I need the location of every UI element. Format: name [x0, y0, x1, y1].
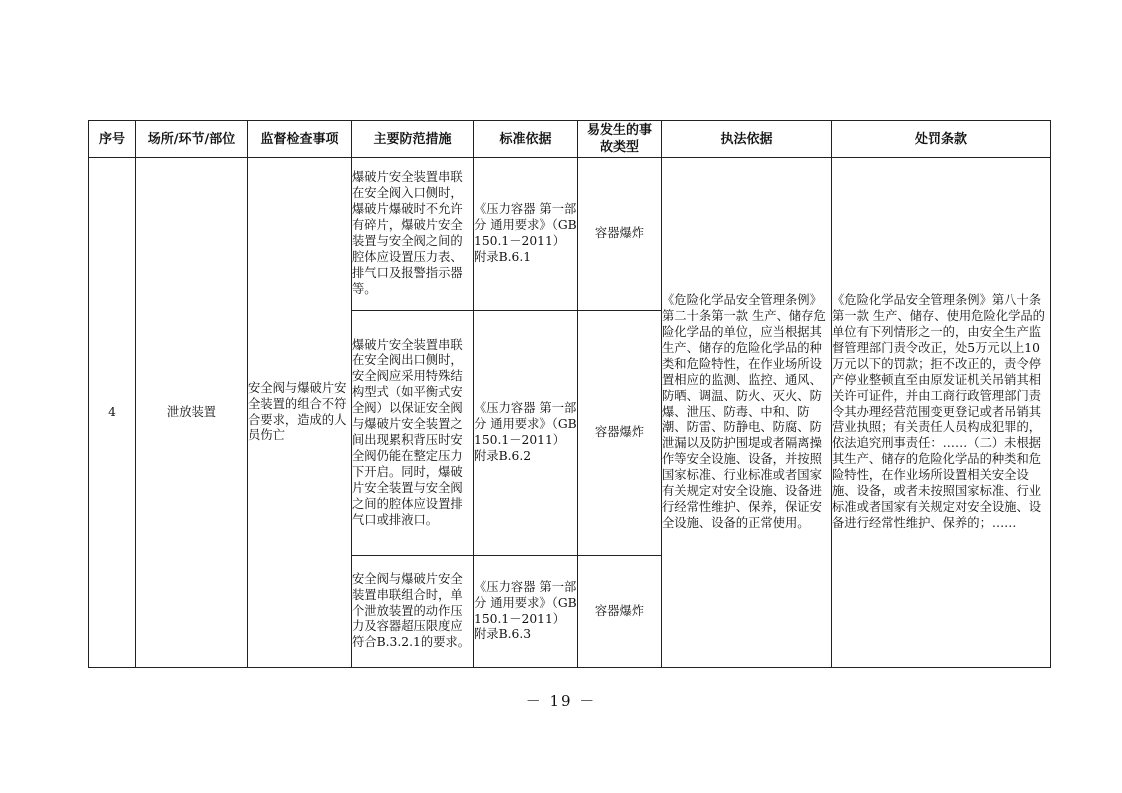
- row-law: 《危险化学品安全管理条例》第二十条第一款 生产、储存危险化学品的单位，应当根据其生产、储存的危险化学品的种类和危险特性，在作业场所设置相应的监测、监控、通风、防晒、调温、防火、灭火、防爆、泄压、防毒、中和、防潮、防雷、防静电、防腐、防泄漏以及防护围堤或者隔离操作等安全设施、设备，并按照国家标准、行业标准或者国家有关规定对安全设施、设备进行经常性维护、保养，保证安全设施、设备的正常使用。: [662, 158, 832, 668]
- header-place: 场所/环节/部位: [136, 121, 248, 158]
- row-item: 安全阀与爆破片安全装置的组合不符合要求，造成的人员伤亡: [248, 158, 352, 668]
- row-seq: 4: [89, 158, 136, 668]
- header-seq: 序号: [89, 121, 136, 158]
- row-place: 泄放装置: [136, 158, 248, 668]
- header-standard: 标准依据: [474, 121, 578, 158]
- standard-cell: 《压力容器 第一部分 通用要求》（GB 150.1－2011）附录B.6.2: [474, 311, 578, 556]
- measure-cell: 安全阀与爆破片安全装置串联组合时，单个泄放装置的动作压力及容器超压限度应符合B.3.2.1的要求。: [352, 556, 474, 668]
- header-penalty: 处罚条款: [832, 121, 1051, 158]
- measure-cell: 爆破片安全装置串联在安全阀入口侧时，爆破片爆破时不允许有碎片，爆破片安全装置与安全阀之间的腔体应设置压力表、排气口及报警指示器等。: [352, 158, 474, 311]
- header-row: [89, 121, 1051, 158]
- page-number: － 19 －: [525, 692, 597, 710]
- header-measure: 主要防范措施: [352, 121, 474, 158]
- measure-cell: 爆破片安全装置串联在安全阀出口侧时，安全阀应采用特殊结构型式（如平衡式安全阀）以保证安全阀与爆破片安全装置之间出现累积背压时安全阀仍能在整定压力下开启。同时，爆破片安全装置与安全阀之间的腔体应设置排气口或排液口。: [352, 311, 474, 556]
- header-item: 监督检查事项: [248, 121, 352, 158]
- table-row: [89, 158, 1051, 311]
- standard-cell: 《压力容器 第一部分 通用要求》（GB 150.1－2011）附录B.6.3: [474, 556, 578, 668]
- accident-cell: 容器爆炸: [578, 311, 662, 556]
- standard-cell: 《压力容器 第一部分 通用要求》（GB 150.1－2011）附录B.6.1: [474, 158, 578, 311]
- accident-cell: 容器爆炸: [578, 556, 662, 668]
- row-penalty: 《危险化学品安全管理条例》第八十条第一款 生产、储存、使用危险化学品的单位有下列情形之一的，由安全生产监督管理部门责令改正，处5万元以上10万元以下的罚款；拒不改正的，责令停产停业整顿直至由原发证机关吊销其相关许可证件，并由工商行政管理部门责令其办理经营范围变更登记或者吊销其营业执照；有关责任人员构成犯罪的，依法追究刑事责任：……（二）未根据其生产、储存的危险化学品的种类和危险特性，在作业场所设置相关安全设施、设备，或者未按照国家标准、行业标准或者国家有关规定对安全设施、设备进行经常性维护、保养的；……: [832, 158, 1051, 668]
- accident-cell: 容器爆炸: [578, 158, 662, 311]
- inspection-table: [88, 120, 1051, 668]
- header-accident: 易发生的事故类型: [578, 121, 662, 158]
- header-law: 执法依据: [662, 121, 832, 158]
